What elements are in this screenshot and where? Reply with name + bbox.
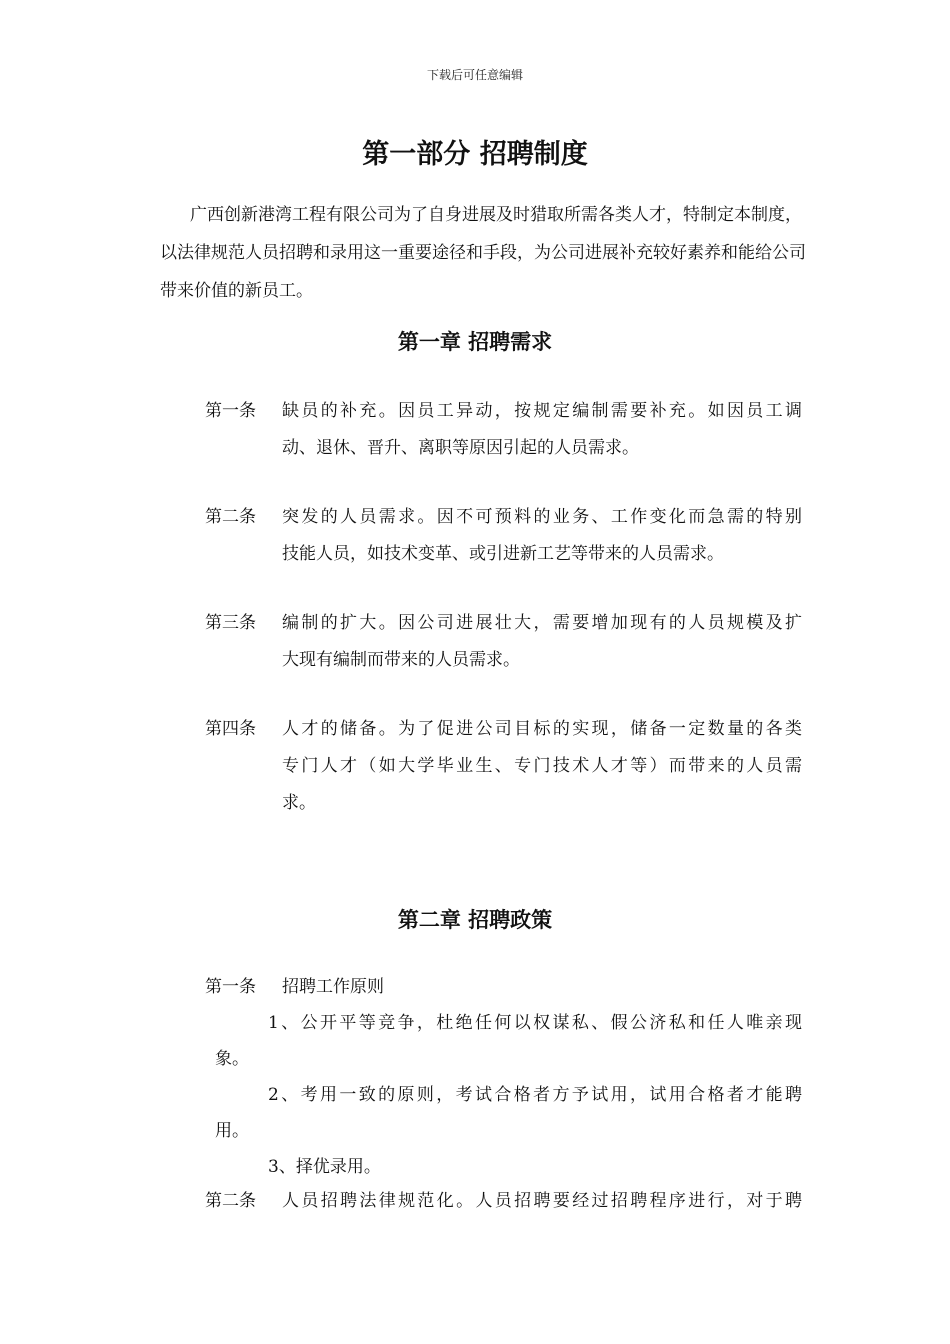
article-label: 第二条 bbox=[205, 1191, 256, 1211]
chapter-1-title: 第一章 招聘需求 bbox=[397, 329, 553, 354]
page-header: 下载后可任意编辑 bbox=[426, 68, 523, 82]
principle-item: 1、公开平等竞争，杜绝任何以权谋私、假公济私和任人唯亲现 bbox=[268, 1013, 802, 1033]
article-line: 求。 bbox=[282, 793, 316, 813]
principle-item-cont: 象。 bbox=[215, 1049, 249, 1069]
article-line: 编制的扩大。因公司进展壮大，需要增加现有的人员规模及扩 bbox=[282, 613, 802, 633]
principle-item-cont: 用。 bbox=[215, 1121, 249, 1141]
article-label: 第一条 bbox=[205, 977, 256, 997]
article-label: 第三条 bbox=[205, 613, 256, 633]
article-line: 专门人才（如大学毕业生、专门技术人才等）而带来的人员需 bbox=[282, 756, 802, 776]
article-label: 第二条 bbox=[205, 507, 256, 527]
article-line: 技能人员，如技术变革、或引进新工艺等带来的人员需求。 bbox=[282, 544, 724, 564]
article-line: 缺员的补充。因员工异动，按规定编制需要补充。如因员工调 bbox=[282, 401, 802, 421]
part-title: 第一部分 招聘制度 bbox=[362, 139, 588, 170]
article-line: 人员招聘法律规范化。人员招聘要经过招聘程序进行，对于聘 bbox=[282, 1191, 802, 1211]
article-line: 大现有编制而带来的人员需求。 bbox=[282, 650, 520, 670]
article-label: 第一条 bbox=[205, 401, 256, 421]
article-heading: 招聘工作原则 bbox=[282, 977, 384, 997]
intro-line-1: 广西创新港湾工程有限公司为了自身进展及时猎取所需各类人才，特制定本制度， bbox=[190, 205, 802, 225]
chapter-2-title: 第二章 招聘政策 bbox=[397, 907, 553, 932]
principle-item: 2、考用一致的原则，考试合格者方予试用，试用合格者才能聘 bbox=[268, 1085, 802, 1105]
article-line: 突发的人员需求。因不可预料的业务、工作变化而急需的特别 bbox=[282, 507, 802, 527]
article-label: 第四条 bbox=[205, 719, 256, 739]
intro-line-3: 带来价值的新员工。 bbox=[160, 281, 313, 301]
article-line: 人才的储备。为了促进公司目标的实现，储备一定数量的各类 bbox=[282, 719, 802, 739]
principle-item: 3、择优录用。 bbox=[268, 1157, 381, 1177]
article-line: 动、退休、晋升、离职等原因引起的人员需求。 bbox=[282, 438, 639, 458]
intro-line-2: 以法律规范人员招聘和录用这一重要途径和手段，为公司进展补充较好素养和能给公司 bbox=[160, 243, 806, 263]
